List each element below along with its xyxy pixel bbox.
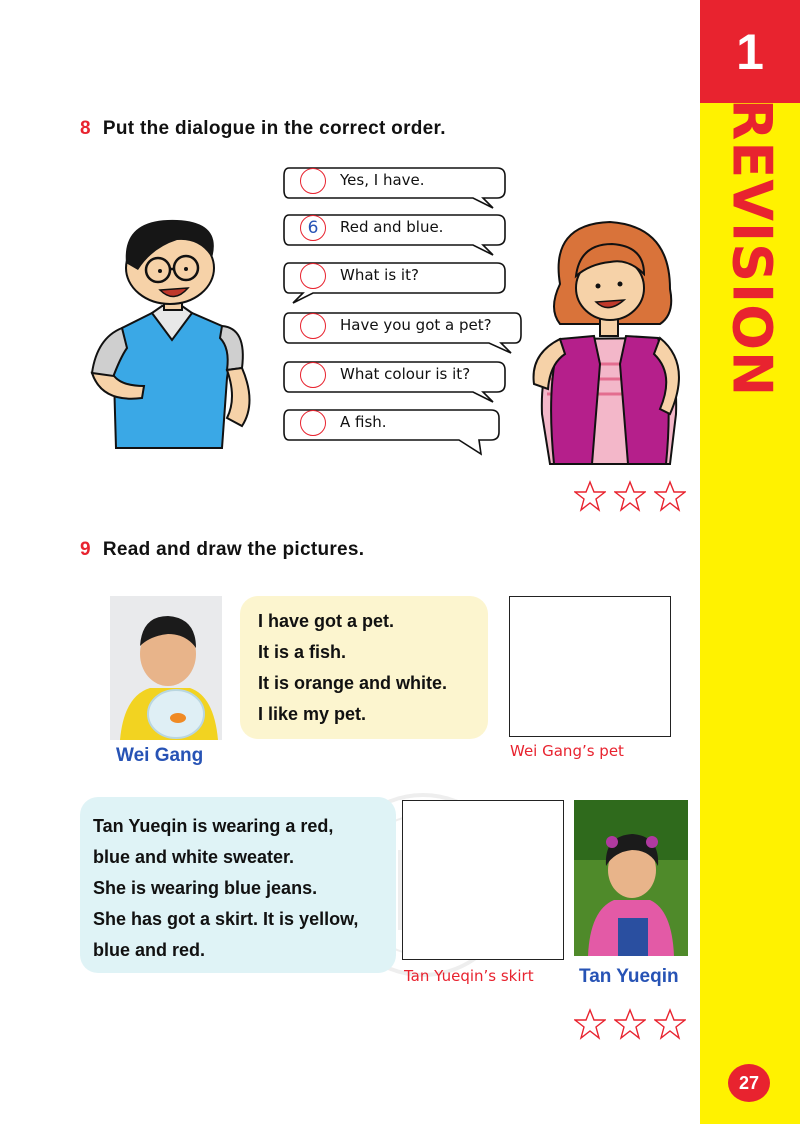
dialogue-bubble (283, 259, 505, 293)
bubble-text: Have you got a pet? (340, 316, 492, 334)
unit-badge (700, 0, 800, 103)
section-9-title (80, 539, 364, 561)
text-line: She has got a skirt. It is yellow, (93, 909, 359, 929)
star-icon[interactable] (574, 1008, 606, 1040)
bubble-text: Yes, I have. (340, 171, 425, 189)
tan-yueqin-text-box (80, 797, 396, 973)
answer-circle[interactable] (300, 263, 326, 289)
tan-yueqin-photo (574, 800, 688, 956)
text-line: blue and red. (93, 940, 206, 960)
dialogue-bubble (283, 164, 505, 198)
wei-gang-photo (110, 596, 222, 740)
dialogue-bubble (283, 358, 505, 392)
dialogue-bubble (283, 406, 505, 440)
section-9-number: 9 (80, 539, 91, 560)
section-9-instruction: Read and draw the pictures. (102, 539, 365, 560)
bubble-text: Red and blue. (340, 218, 444, 236)
revision-sidebar (700, 0, 800, 1124)
section-8-title (80, 118, 446, 140)
bubble-text: What is it? (340, 266, 419, 284)
revision-label: REVISION (720, 98, 784, 398)
star-icon[interactable] (574, 480, 606, 512)
answer-circle[interactable] (300, 410, 326, 436)
wei-gang-pet-drawing-area[interactable] (509, 596, 671, 737)
bubble-text: What colour is it? (340, 365, 471, 383)
text-line: blue and white sweater. (93, 847, 295, 867)
answer-circle[interactable] (300, 313, 326, 339)
text-line: It is orange and white. (258, 673, 448, 693)
revision-label-wrap (712, 98, 792, 398)
rating-stars (574, 480, 686, 512)
tan-yueqin-skirt-drawing-area[interactable] (402, 800, 564, 960)
text-line: Tan Yueqin is wearing a red, (93, 816, 334, 836)
answer-circle[interactable] (300, 168, 326, 194)
boy-illustration (82, 208, 272, 458)
section-8-instruction: Put the dialogue in the correct order. (102, 118, 446, 139)
text-line: I like my pet. (258, 704, 367, 724)
star-icon[interactable] (614, 480, 646, 512)
wei-gang-text-box (240, 596, 488, 739)
text-line: She is wearing blue jeans. (93, 878, 318, 898)
answer-circle[interactable] (300, 362, 326, 388)
text-line: It is a fish. (258, 642, 347, 662)
star-icon[interactable] (614, 1008, 646, 1040)
boy-with-fishbowl-photo (110, 596, 222, 740)
dialogue-bubble (283, 211, 505, 245)
girl-illustration (520, 214, 700, 470)
rating-stars (574, 1008, 686, 1040)
tan-yueqin-skirt-caption: Tan Yueqin’s skirt (404, 967, 534, 985)
unit-number: 1 (736, 23, 764, 80)
star-icon[interactable] (654, 480, 686, 512)
bubble-text: A fish. (340, 413, 387, 431)
tan-yueqin-name: Tan Yueqin (579, 966, 679, 987)
girl-sitting-on-grass-photo (574, 800, 688, 956)
dialogue-bubble (283, 309, 505, 343)
text-line: I have got a pet. (258, 611, 395, 631)
page-number: 27 (728, 1064, 770, 1102)
answer-circle[interactable]: 6 (300, 215, 326, 241)
wei-gang-pet-caption: Wei Gang’s pet (510, 742, 624, 760)
star-icon[interactable] (654, 1008, 686, 1040)
section-8-number: 8 (80, 118, 91, 139)
wei-gang-name: Wei Gang (116, 745, 204, 766)
